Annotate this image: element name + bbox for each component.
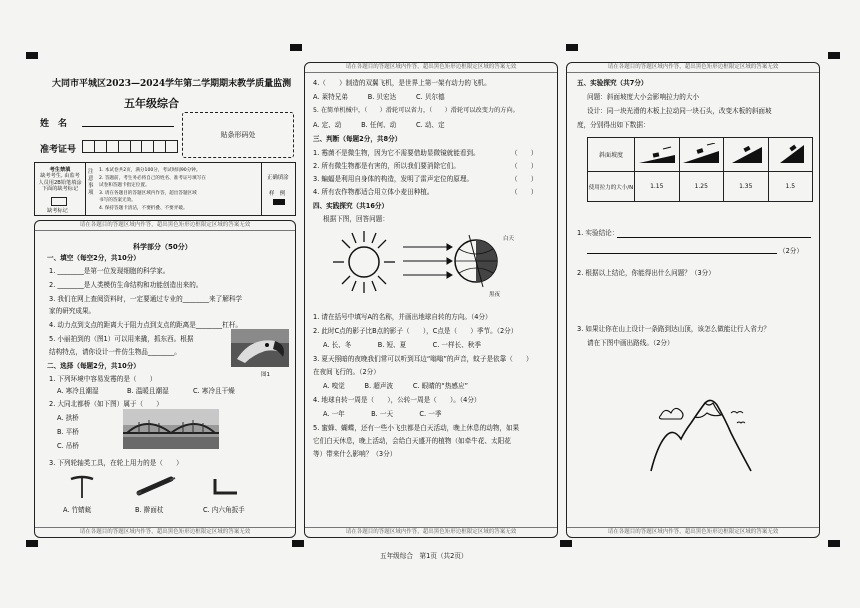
exam-number-boxes[interactable] xyxy=(82,140,178,153)
question-line: 家的研究成果。 xyxy=(49,307,96,315)
notice-strip xyxy=(34,162,296,216)
sample-example: 样 例 xyxy=(269,191,286,197)
exam-number-label: 准考证号 xyxy=(40,145,77,155)
science-panel xyxy=(34,220,296,538)
question-line: 等）带来什么影响？（3分） xyxy=(313,450,397,458)
option: A. 拱桥 xyxy=(57,414,79,422)
question-line: 2. 根据以上结论，你能得出什么问题？（3分） xyxy=(577,269,715,277)
slope-cell xyxy=(635,138,680,172)
warning-band: 请在各题目的答题区域内作答，超出黑色矩形边框限定区域的答案无效 xyxy=(305,527,557,537)
name-label: 姓 名 xyxy=(40,119,68,129)
slope-cell xyxy=(724,138,769,172)
alignment-mark xyxy=(290,44,302,51)
section-title: 二、选择（每题2分，共10分） xyxy=(47,362,140,370)
middle-panel xyxy=(304,62,558,538)
option: A. 一年 B. 一天 C. 一季 xyxy=(323,410,442,418)
option: A. 竹蜻蜓 xyxy=(63,506,92,514)
warning-band: 请在各题目的答题区域内作答，超出黑色矩形边框限定区域的答案无效 xyxy=(35,221,295,231)
notice-line: 人员用2B铅笔填涂 xyxy=(38,179,82,186)
question-line: 3. 下列轮轴类工具，在轮上用力的是（ ） xyxy=(49,459,183,467)
night-label: 黑夜 xyxy=(489,292,501,298)
judge-answer-box[interactable]: （ ） xyxy=(511,175,538,183)
conclusion-line[interactable] xyxy=(617,237,811,238)
warning-band: 请在各题目的答题区域内作答，超出黑色矩形边框限定区域的答案无效 xyxy=(567,63,819,73)
option: C. 寒冷且干燥 xyxy=(193,387,235,395)
mountain-drawing[interactable] xyxy=(647,393,757,473)
exam-title: 大同市平城区2023—2024学年第二学期期末教学质量监测 xyxy=(52,79,292,89)
option: B. 温暖且潮湿 xyxy=(127,387,169,395)
judge-item: 1. 霉菌不是微生物，因为它不需要借助显微镜就能看到。 xyxy=(313,149,480,157)
section-subtitle: 根据下图，回答问题： xyxy=(323,215,389,223)
page-footer: 五年级综合 第1页（共2页） xyxy=(380,552,468,560)
section-title: 一、填空（每空2分，共10分） xyxy=(47,254,140,262)
judge-answer-box[interactable]: （ ） xyxy=(511,149,538,157)
force-value: 1.5 xyxy=(768,172,813,202)
slope-cell xyxy=(768,138,813,172)
bamboo-dragonfly-icon xyxy=(69,475,95,499)
intro-line: 设计：同一块光滑的木板上拉动同一块石头，改变木板的斜面坡 xyxy=(587,107,772,115)
absent-notice xyxy=(37,167,83,193)
question-line: 请在下图中画出路线。（2分） xyxy=(587,339,674,347)
option: C. 内六角扳手 xyxy=(203,506,245,514)
barcode-area xyxy=(182,112,294,158)
slope-4-icon xyxy=(770,143,810,165)
judge-answer-box[interactable]: （ ） xyxy=(511,188,538,196)
alignment-mark xyxy=(26,540,38,547)
rolling-pin-icon xyxy=(135,475,177,497)
absent-mark-label: 缺考标记 xyxy=(47,208,68,214)
slope-data-table xyxy=(587,137,813,202)
conclusion-line[interactable] xyxy=(587,253,777,254)
question-line: 3. 如果让你在山上设计一条路到达山顶，该怎么做能让行人省力？ xyxy=(577,325,771,333)
section-title: 三、判断（每题2分，共8分） xyxy=(313,135,402,143)
slope-1-icon xyxy=(637,143,677,165)
intro-line: 问题：斜面坡度大小会影响拉力的大小 xyxy=(587,93,700,101)
exam-subject: 五年级综合 xyxy=(124,97,179,110)
notice-rules xyxy=(99,167,206,213)
table-row-label: 使用拉力的大小/N xyxy=(588,172,635,202)
judge-item: 4. 所有农作物都适合用立体小麦田种植。 xyxy=(313,188,434,196)
question-line: 5. 蜜蜂、蝴蝶，还有一些小飞虫都是白天活动，晚上休息的动物，如果 xyxy=(313,424,520,432)
question-line: 5. 在简单机械中，（ ）滑轮可以省力，（ ）滑轮可以改变力的方向。 xyxy=(313,107,519,114)
sun-icon xyxy=(331,229,397,295)
alignment-mark xyxy=(566,44,578,51)
alignment-mark xyxy=(26,52,38,59)
question-line: 2. 此时C点的影子比B点的影子（ ），C点是（ ）季节。（2分） xyxy=(313,327,518,335)
answer-area[interactable] xyxy=(577,281,813,323)
rule-line: 试卷和答题卡指定位置。 xyxy=(99,183,150,189)
question-line: 4. 动力点到支点的距离大于阻力点到支点的距离是________杠杆。 xyxy=(49,321,243,329)
intro-line: 度，分别得出如下数据： xyxy=(577,121,650,129)
option: A. 寒冷且潮湿 xyxy=(57,387,99,395)
option: B. 擀面杖 xyxy=(135,506,164,514)
barcode-label: 贴条形码处 xyxy=(220,131,256,139)
option: A. 长、冬 B. 短、夏 C. 一样长、秋季 xyxy=(323,341,481,349)
section-title: 四、实践探究（共16分） xyxy=(313,202,389,210)
eagle-photo xyxy=(231,329,289,367)
rule-line: 4. 保持答题卡清洁，不要折叠、不要弄破。 xyxy=(99,205,188,211)
option: A. 莱特兄弟 B. 贝宏达 C. 贝尔德 xyxy=(313,93,445,101)
answer-area[interactable] xyxy=(313,463,549,521)
question-line: 4.（ ）制造的双翼飞机，是世界上第一架有动力的飞机。 xyxy=(313,79,491,87)
hex-key-icon xyxy=(211,475,241,497)
slope-2-icon xyxy=(681,143,721,165)
question-line: 1. ________是第一位发现细胞的科学家。 xyxy=(49,267,170,275)
day-label: 白天 xyxy=(503,236,515,242)
question-line: 4. 地球自转一周是（ ），公转一周是（ ）。（4分） xyxy=(313,396,481,404)
rule-line: 书写的答案无效。 xyxy=(99,198,136,204)
alignment-mark xyxy=(828,52,840,59)
question-line: 2. 大同北都桥（如下图）属于（ ） xyxy=(49,400,163,408)
slope-3-icon xyxy=(726,143,766,165)
earth-diagram xyxy=(451,233,501,289)
warning-band: 请在各题目的答题区域内作答，超出黑色矩形边框限定区域的答案无效 xyxy=(567,527,819,537)
notice-line: 考生禁填 xyxy=(49,167,71,173)
option: A. 定、动 B. 任何、动 C. 动、定 xyxy=(313,121,445,129)
rule-line: 1. 本试卷共2页，满分100分，考试时间90分钟。 xyxy=(99,168,201,173)
filled-sample-mark xyxy=(273,199,285,205)
notice-side-label: 注意事项 xyxy=(88,169,94,196)
judge-item: 2. 所有微生物都是有害的，所以我们要消除它们。 xyxy=(313,162,460,170)
alignment-mark xyxy=(292,540,304,547)
notice-line: 缺考考生, 由监考 xyxy=(40,173,80,180)
question-line: 1. 实验结论： xyxy=(577,229,619,237)
question-line: 在夜间飞行的。（2分） xyxy=(313,368,380,376)
question-line: 1. 下列环境中容易发霉的是（ ） xyxy=(49,375,157,383)
bridge-photo xyxy=(123,409,219,449)
slope-cell xyxy=(679,138,724,172)
experiment-panel xyxy=(566,62,820,538)
question-line: 2. ________是人类模仿生命结构和功能创造出来的。 xyxy=(49,281,203,289)
question-line: 3. 我们在网上查阅资料时，一定要通过专业的________来了解科学 xyxy=(49,295,243,303)
question-line: 结构特点，请你设计一件仿生物品________。 xyxy=(49,348,181,356)
sample-label: 正确填涂 xyxy=(267,175,289,181)
question-line: 1. 请在括号中填写A的名称，并画出地球自转的方向。（4分） xyxy=(313,313,492,321)
name-field[interactable] xyxy=(82,126,174,127)
alignment-mark xyxy=(828,540,840,547)
judge-answer-box[interactable]: （ ） xyxy=(511,162,538,170)
question-line: 5. 小丽拍到的（图1）可以用来撬，抓东西。根据 xyxy=(49,335,194,343)
notice-line: 下面的缺考标记 xyxy=(41,186,79,193)
figure-caption: 图1 xyxy=(261,372,270,378)
part-title: 科学部分（50分） xyxy=(133,243,192,251)
option: B. 平桥 xyxy=(57,428,79,436)
absent-mark-box[interactable] xyxy=(51,197,67,206)
rule-line: 3. 请在各题目的答题区域内作答，超出答题区域 xyxy=(99,190,197,196)
force-value: 1.15 xyxy=(635,172,680,202)
alignment-mark xyxy=(560,540,572,547)
table-row-label: 斜面坡度 xyxy=(588,138,635,172)
force-value: 1.35 xyxy=(724,172,769,202)
sunlight-arrows xyxy=(403,239,453,283)
question-line: 3. 夏天照暗的夜晚我们常可以听到耳边“嗡嗡”的声音，蚊子是依靠（ ） xyxy=(313,355,533,363)
warning-band: 请在各题目的答题区域内作答，超出黑色矩形边框限定区域的答案无效 xyxy=(305,63,557,73)
rule-line: 2. 答题前，考生务必将自己的姓名、准考证号填写在 xyxy=(99,175,206,181)
warning-band: 请在各题目的答题区域内作答，超出黑色矩形边框限定区域的答案无效 xyxy=(35,527,295,537)
option: C. 吊桥 xyxy=(57,442,79,450)
judge-item: 3. 蝙蝠是利用自身体的构造，发明了雷声定位的原理。 xyxy=(313,175,474,183)
score-note: （2分） xyxy=(779,247,803,255)
question-line: 它们白天休息，晚上活动，会给白天盛开的植物（如牵牛花、太阳花 xyxy=(313,437,511,445)
force-value: 1.25 xyxy=(679,172,724,202)
option: A. 嗅觉 B. 超声波 C. 眼睛的“热感应” xyxy=(323,382,469,390)
section-title: 五、实验探究（共7分） xyxy=(577,79,648,87)
